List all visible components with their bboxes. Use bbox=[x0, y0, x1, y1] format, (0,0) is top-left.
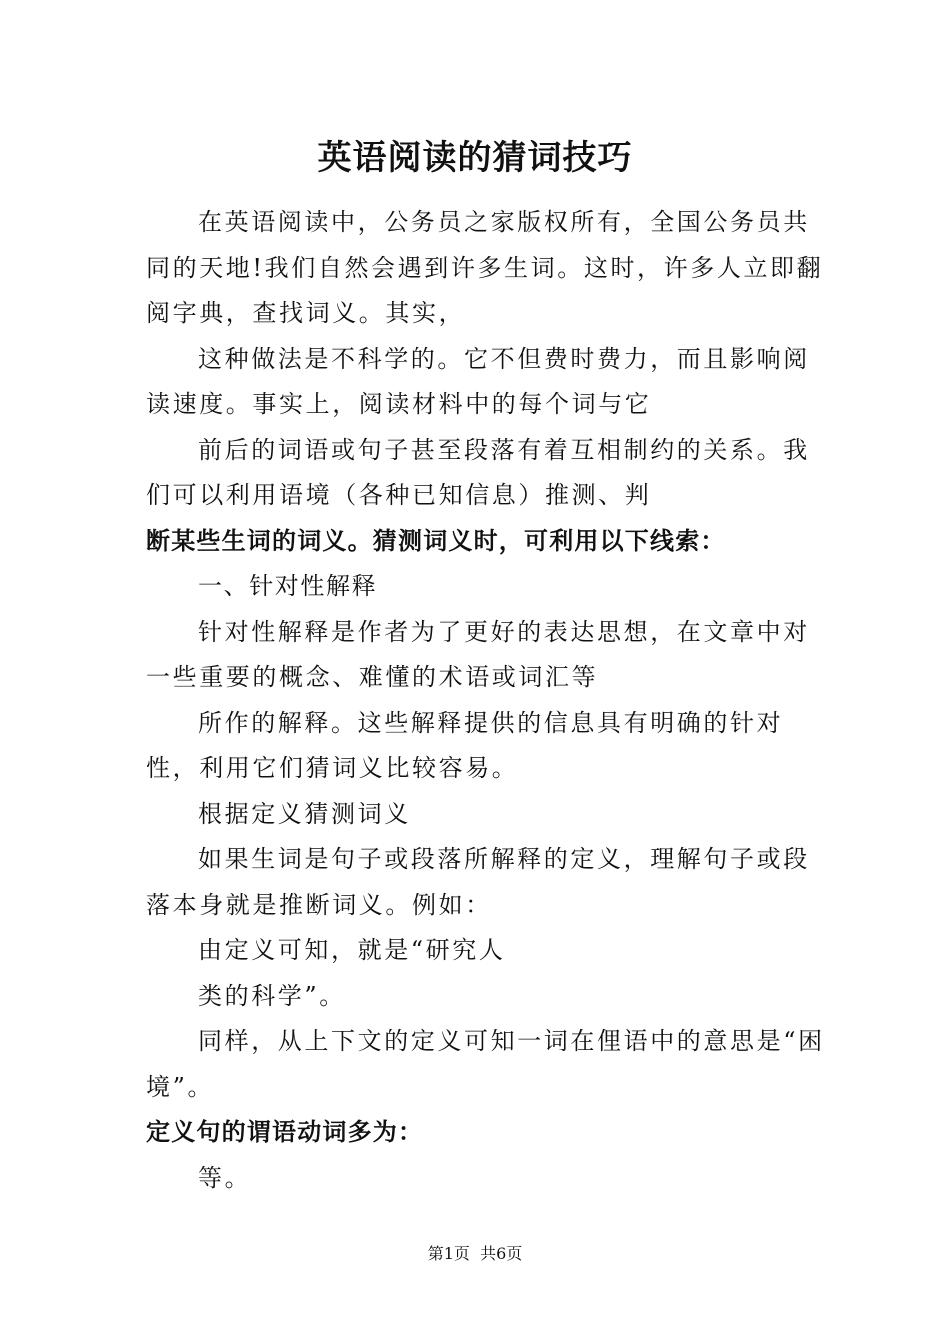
paragraph-intro: 在英语阅读中，公务员之家版权所有，全国公务员共同的天地!我们自然会遇到许多生词。这时，许多人立即翻阅字典，查找词义。其实， bbox=[146, 208, 824, 327]
paragraph-2: 这种做法是不科学的。它不但费时费力，而且影响阅读速度。事实上，阅读材料中的每个词与它 bbox=[146, 344, 810, 418]
page-footer bbox=[0, 1243, 950, 1265]
section-heading-1: 一、针对性解释 bbox=[198, 572, 378, 600]
paragraph-10: 由定义可知，就是“研究人 bbox=[198, 936, 506, 964]
page-number: 第1页 bbox=[427, 1244, 470, 1263]
paragraph-3: 前后的词语或句子甚至段落有着互相制约的关系。我们可以利用语境（各种已知信息）推测、判 bbox=[146, 435, 810, 509]
paragraph-11: 类的科学”。 bbox=[198, 981, 346, 1010]
paragraph-14: 等。 bbox=[198, 1163, 252, 1192]
page-title: 英语阅读的猜词技巧 bbox=[317, 138, 633, 178]
page-total: 共6页 bbox=[480, 1244, 523, 1263]
paragraph-7: 所作的解释。这些解释提供的信息具有明确的针对性，利用它们猜词义比较容易。 bbox=[146, 708, 784, 782]
paragraph-4-bold: 断某些生词的词义。猜测词义时，可利用以下线索： bbox=[146, 526, 726, 555]
document-body bbox=[146, 200, 826, 1201]
subheading-definition: 根据定义猜测词义 bbox=[198, 799, 411, 828]
paragraph-12: 同样，从上下文的定义可知一词在俚语中的意思是“困境”。 bbox=[146, 1027, 825, 1101]
paragraph-6: 针对性解释是作者为了更好的表达思想，在文章中对一些重要的概念、难懂的术语或词汇等 bbox=[146, 617, 810, 691]
paragraph-9: 如果生词是句子或段落所解释的定义，理解句子或段落本身就是推断词义。例如： bbox=[146, 845, 810, 919]
paragraph-13-bold: 定义句的谓语动词多为： bbox=[146, 1118, 424, 1146]
